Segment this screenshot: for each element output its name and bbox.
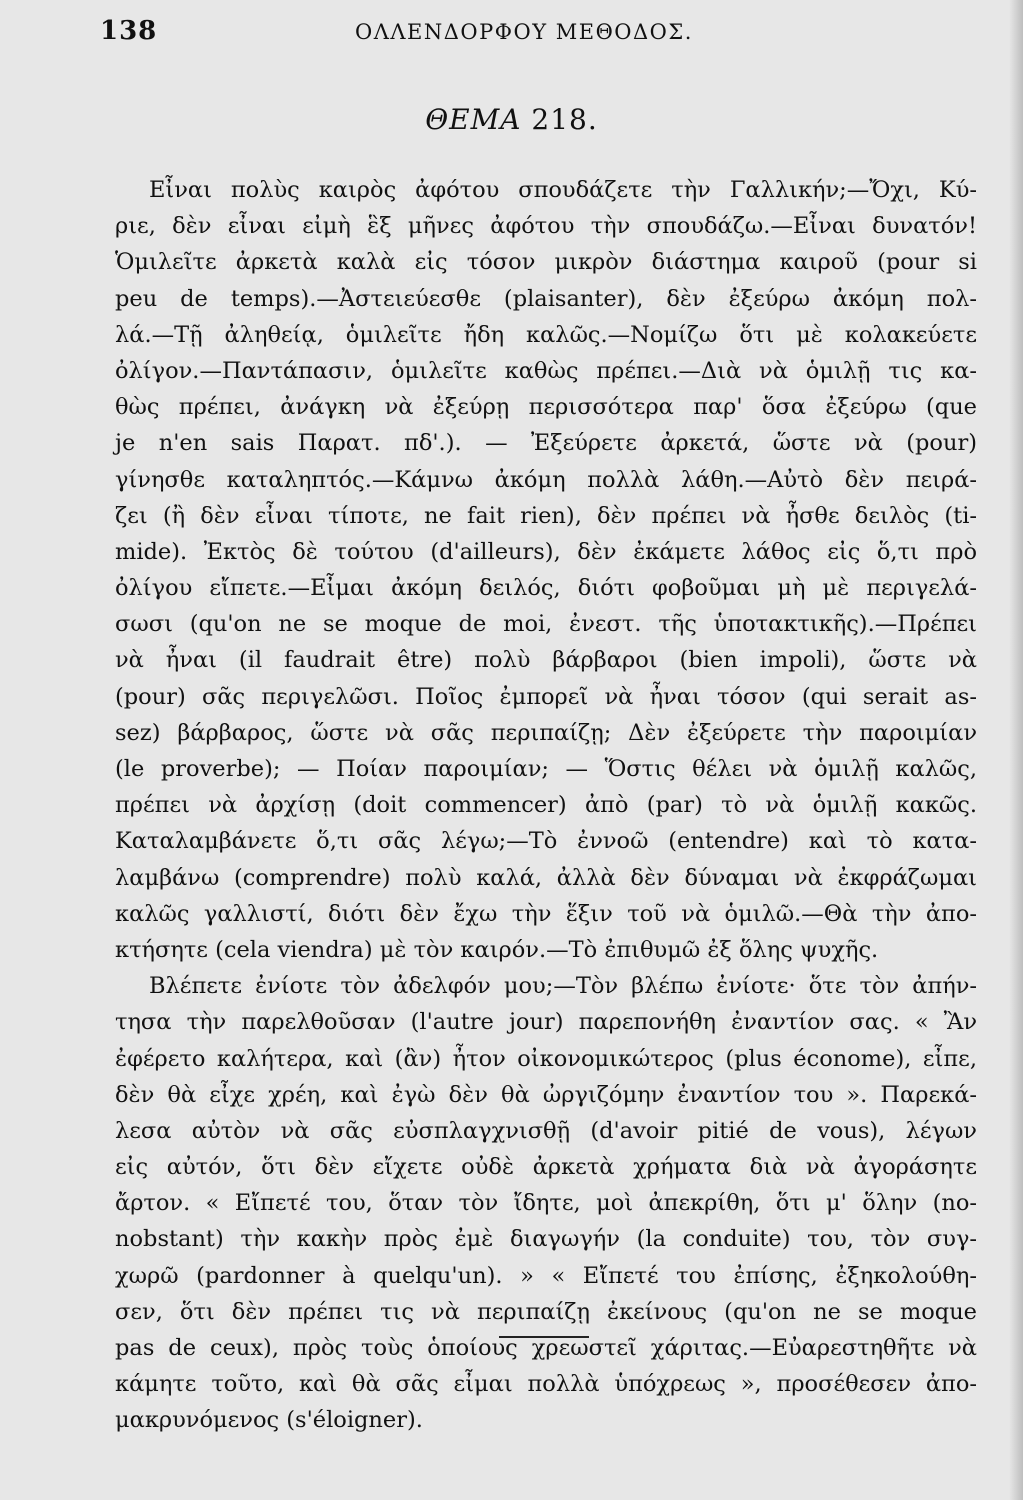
page-header: [100, 16, 993, 52]
text-line: κάμητε τοῦτο, καὶ θὰ σᾶς εἶμαι πολλὰ ὑπόχρεως », προσέθεσεν ἀπο-: [115, 1371, 977, 1398]
text-line: κτήσητε (cela viendra) μὲ τὸν καιρόν.—Τὸ ἐπιθυμῶ ἐξ ὅλης ψυχῆς.: [115, 936, 879, 963]
text-line: χωρῶ (pardonner à quelqu'un). » « Εἴπετέ του ἐπίσης, ἐξηκολούθη-: [115, 1262, 977, 1289]
text-line: mide). Ἐκτὸς δὲ τούτου (d'ailleurs), δὲν ἐκάμετε λάθος εἰς ὅ,τι πρὸ: [115, 538, 977, 565]
theme-number: 218.: [531, 103, 598, 136]
text-line: nobstant) τὴν κακὴν πρὸς ἐμὲ διαγωγήν (la conduite) του, τὸν συγ-: [115, 1226, 977, 1253]
text-line: Εἶναι πολὺς καιρὸς ἀφότου σπουδάζετε τὴν Γαλλικήν;—Ὄχι, Κύ-: [149, 177, 977, 203]
text-line: Ὁμιλεῖτε ἀρκετὰ καλὰ εἰς τόσον μικρὸν διάστημα καιροῦ (pour si: [115, 249, 977, 276]
text-line: σεν, ὅτι δὲν πρέπει τις νὰ περιπαίζῃ ἐκείνους (qu'on ne se moque: [115, 1298, 977, 1325]
text-line: καλῶς γαλλιστί, διότι δὲν ἔχω τὴν ἕξιν τοῦ νὰ ὁμιλῶ.—Θὰ τὴν ἀπο-: [115, 900, 977, 927]
text-line: Καταλαμβάνετε ὅ,τι σᾶς λέγω;—Τὸ ἐννοῶ (entendre) καὶ τὸ κατα-: [115, 828, 977, 855]
text-line: pas de ceux), πρὸς τοὺς ὁποίους χρεωστεῖ χάριτας.—Εὐαρεστηθῆτε νὰ: [115, 1335, 977, 1361]
exercise-text: [115, 172, 977, 1439]
theme-heading: [0, 103, 1023, 136]
text-line: ζει (ἢ δὲν εἶναι τίποτε, ne fait rien), δὲν πρέπει νὰ ἦσθε δειλὸς (ti-: [115, 502, 977, 529]
text-line: εἰς αὐτόν, ὅτι δὲν εἴχετε οὐδὲ ἀρκετὰ χρήματα διὰ νὰ ἀγοράσητε: [115, 1154, 977, 1181]
closing-rule: [499, 1336, 589, 1338]
text-line: λεσα αὐτὸν νὰ σᾶς εὐσπλαγχνισθῇ (d'avoir pitié de vous), λέγων: [115, 1117, 977, 1144]
text-line: ὀλίγον.—Παντάπασιν, ὁμιλεῖτε καθὼς πρέπει.—Διὰ νὰ ὁμιλῇ τις κα-: [115, 357, 977, 384]
text-line: λά.—Τῇ ἀληθείᾳ, ὁμιλεῖτε ἤδη καλῶς.—Νομίζω ὅτι μὲ κολακεύετε: [115, 321, 977, 348]
text-line: ὀλίγου εἴπετε.—Εἶμαι ἀκόμη δειλός, διότι φοβοῦμαι μὴ μὲ περιγελά-: [115, 575, 977, 602]
text-line: (pour) σᾶς περιγελῶσι. Ποῖος ἐμπορεῖ νὰ ἦναι τόσον (qui serait as-: [115, 683, 977, 710]
text-line: sez) βάρβαρος, ὥστε νὰ σᾶς περιπαίζῃ; Δὲν ἐξεύρετε τὴν παροιμίαν: [115, 719, 977, 746]
text-line: γίνησθε καταληπτός.—Κάμνω ἀκόμη πολλὰ λάθη.—Αὐτὸ δὲν πειρά-: [115, 466, 977, 493]
text-line: νὰ ἦναι (il faudrait être) πολὺ βάρβαροι (bien impoli), ὥστε νὰ: [115, 647, 977, 674]
text-line: ἐφέρετο καλήτερα, καὶ (ἂν) ἦτον οἰκονομικώτερος (plus économe), εἶπε,: [115, 1045, 977, 1072]
text-line: τησα τὴν παρελθοῦσαν (l'autre jour) παρεπονήθη ἐναντίον σας. « Ἂν: [115, 1009, 977, 1036]
text-line: (le proverbe); — Ποίαν παροιμίαν; — Ὅστις θέλει νὰ ὁμιλῇ καλῶς,: [115, 756, 977, 782]
text-line: δὲν θὰ εἶχε χρέη, καὶ ἐγὼ δὲν θὰ ὠργιζόμην ἐναντίον του ». Παρεκά-: [115, 1081, 977, 1108]
text-line: λαμβάνω (comprendre) πολὺ καλά, ἀλλὰ δὲν δύναμαι νὰ ἐκφράζωμαι: [115, 864, 977, 891]
text-line: θὼς πρέπει, ἀνάγκη νὰ ἐξεύρῃ περισσότερα παρ' ὅσα ἐξεύρω (que: [115, 394, 977, 421]
text-line: πρέπει νὰ ἀρχίσῃ (doit commencer) ἀπὸ (par) τὸ νὰ ὁμιλῇ κακῶς.: [115, 792, 977, 819]
text-line: ἄρτον. « Εἴπετέ του, ὅταν τὸν ἴδητε, μοὶ ἀπεκρίθη, ὅτι μ' ὅλην (no-: [115, 1190, 977, 1217]
text-line: Βλέπετε ἐνίοτε τὸν ἀδελφόν μου;—Τὸν βλέπω ἐνίοτε· ὅτε τὸν ἀπήν-: [149, 973, 977, 1000]
running-head: ΟΛΛΕΝΔΟΡΦΟΥ ΜΕΘΟΔΟΣ.: [355, 20, 693, 44]
text-line: σωσι (qu'on ne se moque de moi, ἐνεστ. τῆς ὑποτακτικῆς).—Πρέπει: [115, 611, 977, 638]
page-number: 138: [100, 16, 158, 46]
text-line: μακρυνόμενος (s'éloigner).: [115, 1407, 423, 1434]
text-line: ριε, δὲν εἶναι εἰμὴ ἓξ μῆνες ἀφότου τὴν σπουδάζω.—Εἶναι δυνατόν!: [115, 213, 977, 240]
theme-label: ΘΕΜΑ: [425, 103, 522, 136]
text-line: peu de temps).—Ἀστειεύεσθε (plaisanter), δὲν ἐξεύρω ἀκόμη πολ-: [115, 285, 977, 312]
text-line: je n'en sais Παρατ. πδ'.). — Ἐξεύρετε ἀρκετά, ὥστε νὰ (pour): [115, 430, 977, 457]
